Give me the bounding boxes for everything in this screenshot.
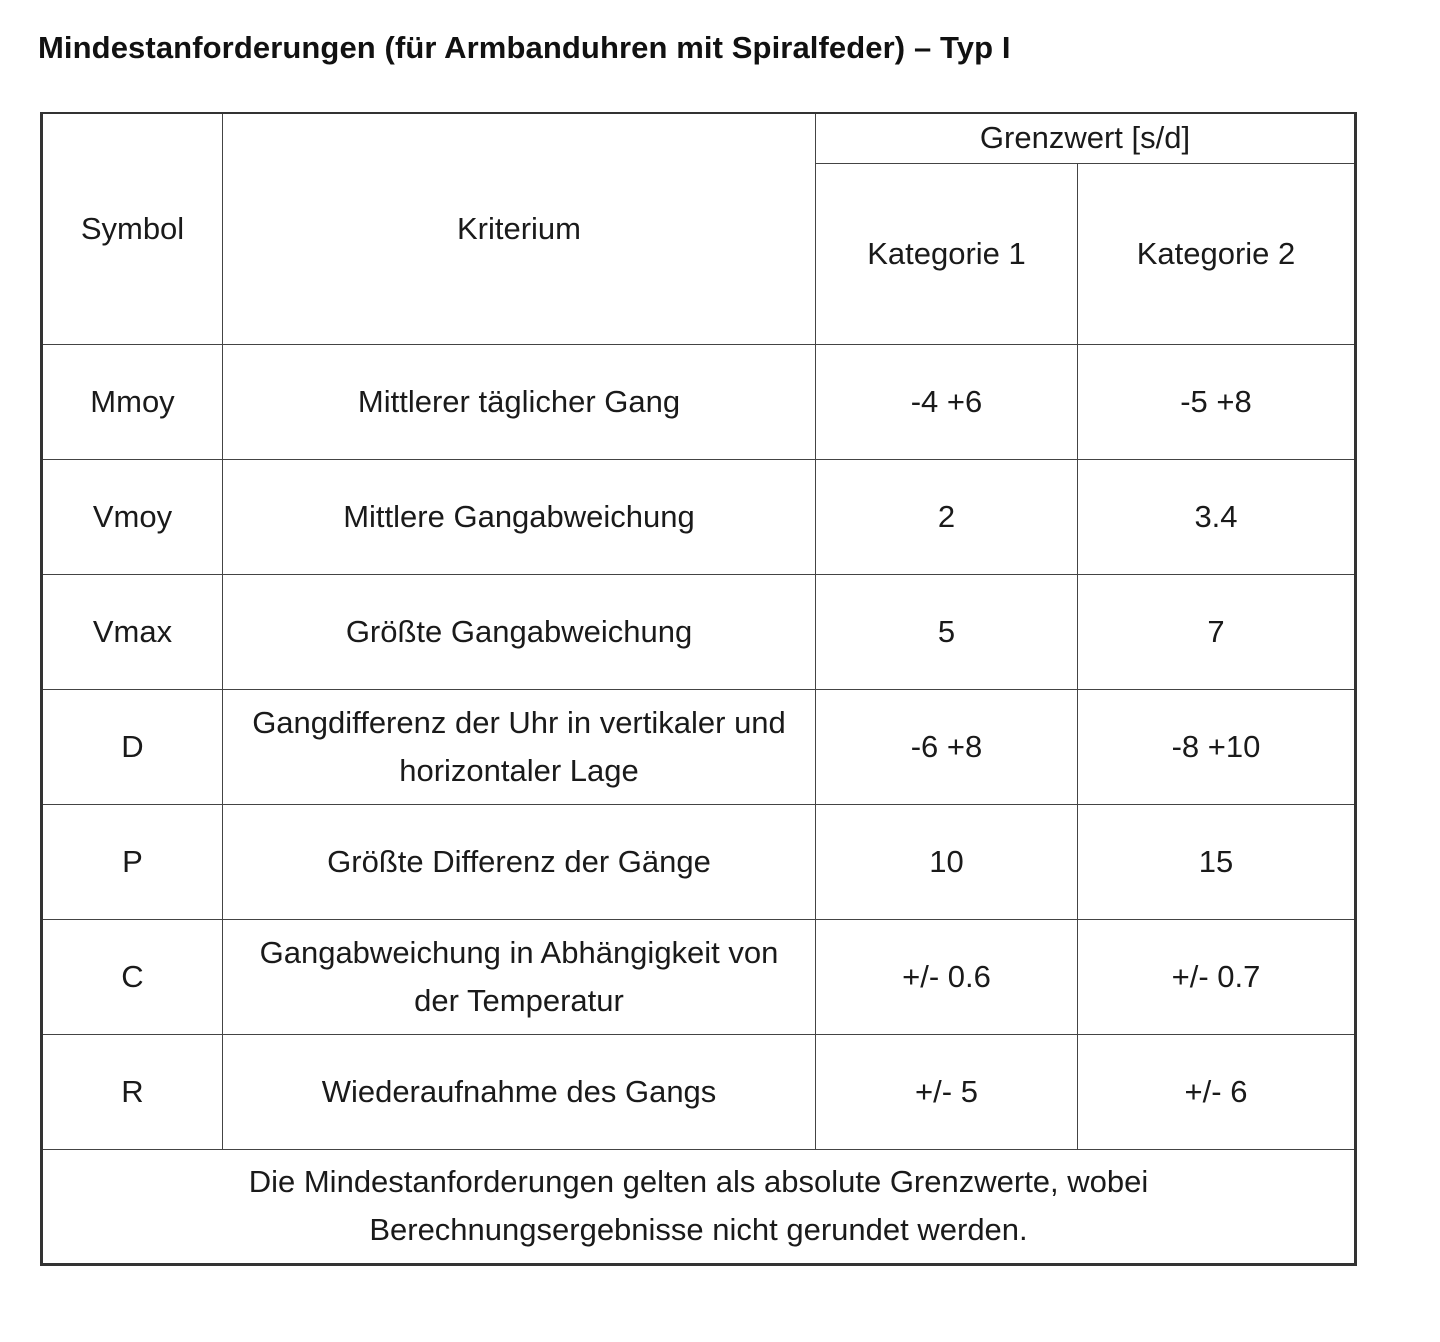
cell-kategorie-2: -5 +8	[1078, 344, 1356, 459]
header-row-top	[42, 113, 1356, 163]
cell-kategorie-1: 5	[816, 574, 1078, 689]
table-row	[42, 574, 1356, 689]
cell-kategorie-1: 10	[816, 804, 1078, 919]
page-title: Mindestanforderungen (für Armbanduhren mit Spiralfeder) – Typ I	[38, 30, 1011, 65]
header-kriterium: Kriterium	[223, 113, 816, 344]
cell-symbol: Vmoy	[42, 459, 223, 574]
cell-symbol: P	[42, 804, 223, 919]
cell-kategorie-1: 2	[816, 459, 1078, 574]
cell-symbol: R	[42, 1034, 223, 1149]
header-kategorie-1: Kategorie 1	[816, 163, 1078, 344]
cell-symbol: D	[42, 689, 223, 804]
cell-symbol: C	[42, 919, 223, 1034]
cell-kategorie-2: +/- 6	[1078, 1034, 1356, 1149]
header-kategorie-2: Kategorie 2	[1078, 163, 1356, 344]
cell-kategorie-1: +/- 5	[816, 1034, 1078, 1149]
cell-kriterium: Gangabweichung in Abhängigkeit von der Temperatur	[223, 919, 816, 1034]
table-row	[42, 344, 1356, 459]
requirements-table	[40, 112, 1357, 1266]
table-footnote: Die Mindestanforderungen gelten als absolute Grenzwerte, wobei Berechnungsergebnisse nicht gerundet werden.	[42, 1149, 1356, 1264]
cell-symbol: Mmoy	[42, 344, 223, 459]
header-symbol: Symbol	[42, 113, 223, 344]
table-row	[42, 459, 1356, 574]
cell-kriterium: Mittlere Gangabweichung	[223, 459, 816, 574]
table-row	[42, 1034, 1356, 1149]
cell-symbol: Vmax	[42, 574, 223, 689]
cell-kategorie-1: -6 +8	[816, 689, 1078, 804]
cell-kriterium: Mittlerer täglicher Gang	[223, 344, 816, 459]
header-grenzwert: Grenzwert [s/d]	[816, 113, 1356, 163]
footnote-row	[42, 1149, 1356, 1264]
cell-kriterium: Größte Gangabweichung	[223, 574, 816, 689]
cell-kategorie-2: 15	[1078, 804, 1356, 919]
cell-kategorie-1: -4 +6	[816, 344, 1078, 459]
table-row	[42, 919, 1356, 1034]
cell-kategorie-2: 3.4	[1078, 459, 1356, 574]
cell-kategorie-2: 7	[1078, 574, 1356, 689]
table-row	[42, 689, 1356, 804]
cell-kriterium: Größte Differenz der Gänge	[223, 804, 816, 919]
cell-kategorie-2: -8 +10	[1078, 689, 1356, 804]
cell-kriterium: Gangdifferenz der Uhr in vertikaler und horizontaler Lage	[223, 689, 816, 804]
table-row	[42, 804, 1356, 919]
cell-kategorie-2: +/- 0.7	[1078, 919, 1356, 1034]
cell-kriterium: Wiederaufnahme des Gangs	[223, 1034, 816, 1149]
cell-kategorie-1: +/- 0.6	[816, 919, 1078, 1034]
